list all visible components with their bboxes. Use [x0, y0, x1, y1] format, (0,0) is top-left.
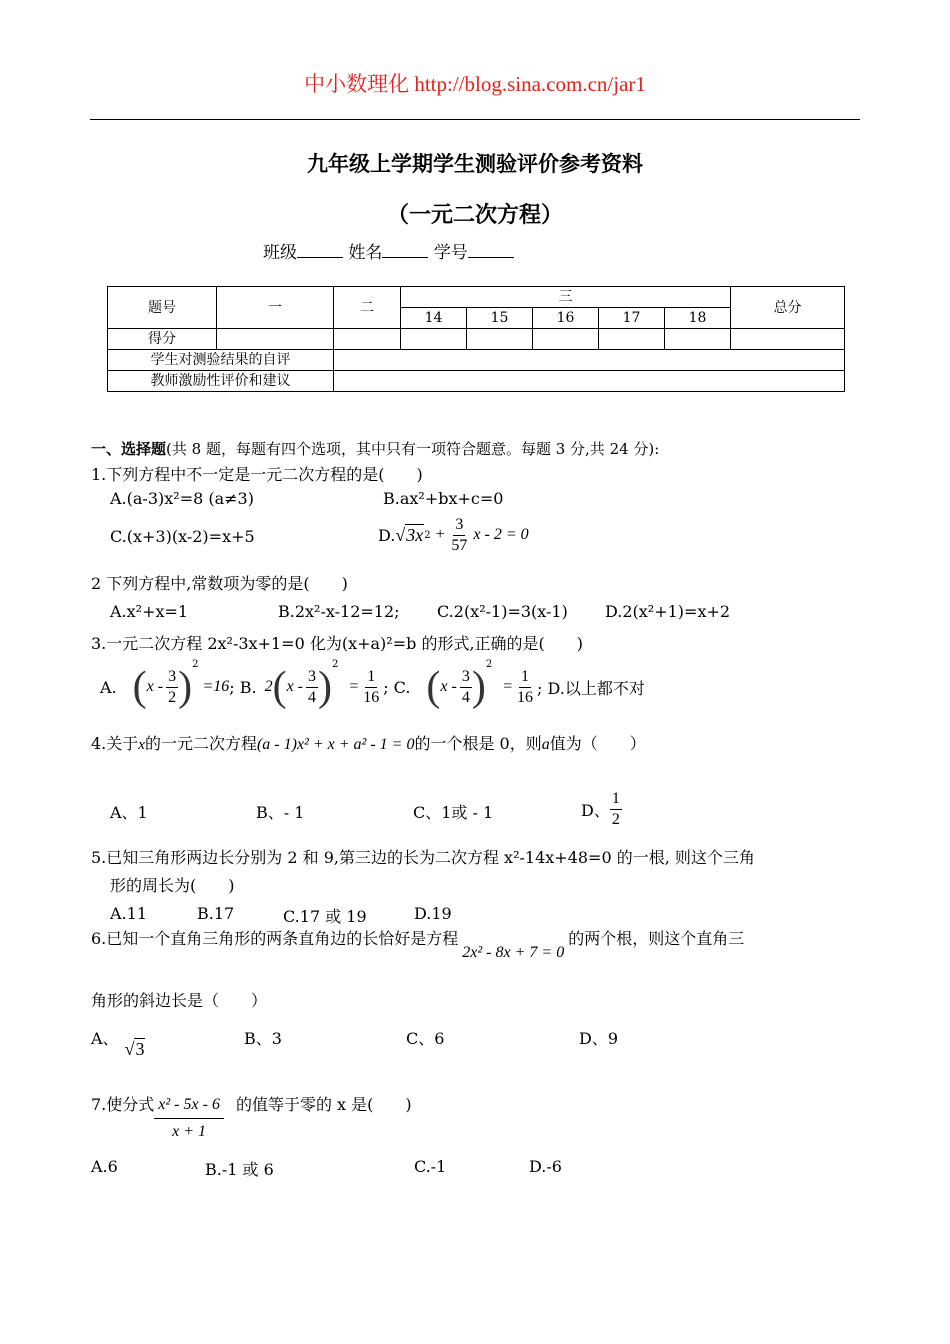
q1-stem: 1.下列方程中不一定是一元二次方程的是( ) — [91, 465, 423, 484]
header-part2: 二 — [334, 287, 401, 329]
score-cell[interactable] — [533, 329, 599, 350]
class-blank[interactable] — [297, 241, 343, 258]
score-cell[interactable] — [731, 329, 845, 350]
score-cell[interactable] — [334, 329, 401, 350]
sqrt-sign: √3 — [124, 1039, 145, 1059]
fraction: $\frac{3}{4}$ — [461, 667, 470, 706]
sqrt-sign: √3x — [395, 524, 424, 545]
q4-option-b: B、- 1 — [256, 803, 305, 822]
q6-stem-line2: 角形的斜边长是（ ） — [91, 991, 268, 1010]
q2-option-a: A.x²+x=1 — [110, 602, 189, 621]
q2-option-b: B.2x²-x-12=12; — [278, 602, 400, 621]
section1-title: 一、选择题 — [91, 440, 167, 458]
q4-stem: 4.关于x的一元二次方程(a - 1)x² + x + a² - 1 = 0的一个根是 0，则a值为（ ） — [91, 734, 646, 753]
q7-stem: 7.使分式 $\frac{\text{x² - 5x - 6}}{x + 1}$ 的值等于零的 x 是( ) — [91, 1092, 412, 1145]
row-score-label: 得分 — [108, 329, 217, 350]
q4-option-d: D、 $\frac{1}{2}$ — [581, 789, 620, 828]
header-q17: 17 — [599, 308, 665, 329]
q5-option-d: D.19 — [414, 904, 452, 923]
q1-option-d: D. √3x 2 + $\frac{3}{57}$ x - 2 = 0 — [378, 515, 529, 554]
row-self-label: 学生对测验结果的自评 — [108, 350, 334, 371]
q7-option-b: B.-1 或 6 — [205, 1160, 274, 1179]
header-part1: 一 — [217, 287, 334, 329]
q3-option-d: ; D.以上都不对 — [537, 678, 645, 698]
score-cell[interactable] — [467, 329, 533, 350]
header-q16: 16 — [533, 308, 599, 329]
fraction: $\frac{\text{x² - 5x - 6}}{x + 1}$ — [154, 1092, 224, 1145]
q1-option-b: B.ax²+bx+c=0 — [383, 489, 504, 508]
q1-option-c: C.(x+3)(x-2)=x+5 — [110, 527, 255, 546]
q5-option-c: C.17 或 19 — [283, 907, 367, 926]
q6-option-b: B、3 — [244, 1029, 282, 1048]
name-blank[interactable] — [382, 241, 428, 258]
fraction: $\frac{3}{57}$ — [451, 515, 468, 554]
q4-option-c: C、1或 - 1 — [413, 803, 494, 822]
section1-desc: (共 8 题，每题有四个选项，其中只有一项符合题意。每题 3 分,共 24 分): — [166, 440, 660, 458]
q4-option-a: A、1 — [110, 803, 148, 822]
id-label: 学号 — [433, 243, 468, 263]
q5-option-b: B.17 — [197, 904, 235, 923]
header-tihao: 题号 — [108, 287, 217, 329]
q2-option-d: D.2(x²+1)=x+2 — [605, 602, 731, 621]
score-cell[interactable] — [665, 329, 731, 350]
q7-option-d: D.-6 — [529, 1157, 562, 1176]
class-label: 班级 — [263, 243, 297, 263]
q3-option-a-label: A. — [100, 677, 117, 697]
q2-stem: 2 下列方程中,常数项为零的是( ) — [91, 574, 348, 593]
teacher-eval-cell[interactable] — [334, 371, 845, 392]
q6-option-d: D、9 — [579, 1029, 619, 1048]
fraction: $\frac{1}{16}$ — [517, 667, 534, 706]
score-cell[interactable] — [599, 329, 665, 350]
row-teacher-label: 教师激励性评价和建议 — [108, 371, 334, 392]
name-label: 姓名 — [348, 243, 383, 263]
header-total: 总分 — [731, 287, 845, 329]
id-blank[interactable] — [468, 241, 514, 258]
fraction: $\frac{1}{16}$ — [363, 667, 380, 706]
fraction: $\frac{1}{2}$ — [611, 789, 620, 828]
q6-option-c: C、6 — [406, 1029, 445, 1048]
header-q18: 18 — [665, 308, 731, 329]
doc-subtitle: （一元二次方程） — [386, 202, 563, 228]
student-info — [263, 238, 514, 263]
q6-option-a: A、√3 — [91, 1029, 145, 1059]
q2-option-c: C.2(x²-1)=3(x-1) — [437, 602, 568, 621]
header-q14: 14 — [401, 308, 467, 329]
q7-option-a: A.6 — [91, 1157, 118, 1176]
q3-options: A. ( x - $\frac{3}{2}$ ) $^2$ =16 ; B. 2 ( x - $\frac{3}{4}$ ) $^2$ = $\frac{1}{16}$ ; C. ( x - $\frac{3}{4}$ ) $^2$ = $\frac{1}{16}$ ; D.以上都不对 — [100, 659, 645, 710]
header-q15: 15 — [467, 308, 533, 329]
score-table — [107, 286, 845, 392]
q3-option-b-label: ; B. — [229, 677, 257, 697]
q5-stem-line1: 5.已知三角形两边长分别为 2 和 9,第三边的长为二次方程 x²-14x+48=0 的一根, 则这个三角 — [91, 848, 755, 867]
section1-heading — [91, 438, 659, 459]
fraction: $\frac{3}{2}$ — [168, 667, 177, 706]
q5-option-a: A.11 — [110, 904, 147, 923]
header-part3: 三 — [401, 287, 731, 308]
page-header: 中小数理化 http://blog.sina.com.cn/jar1 — [304, 72, 646, 96]
q6-stem: 6.已知一个直角三角形的两条直角边的长恰好是方程2x² - 8x + 7 = 0的两个根，则这个直角三 — [91, 929, 745, 961]
header-rule — [90, 119, 860, 120]
doc-title: 九年级上学期学生测验评价参考资料 — [307, 151, 643, 176]
score-cell[interactable] — [401, 329, 467, 350]
q1-option-a: A.(a-3)x²=8 (a≠3) — [110, 489, 254, 508]
q3-option-c-label: ; C. — [383, 677, 411, 697]
score-cell[interactable] — [217, 329, 334, 350]
self-eval-cell[interactable] — [334, 350, 845, 371]
q3-stem: 3.一元二次方程 2x²-3x+1=0 化为(x+a)²=b 的形式,正确的是( ) — [91, 634, 584, 653]
q5-stem-line2: 形的周长为( ) — [110, 876, 235, 895]
q7-option-c: C.-1 — [414, 1157, 447, 1176]
fraction: $\frac{3}{4}$ — [308, 667, 317, 706]
